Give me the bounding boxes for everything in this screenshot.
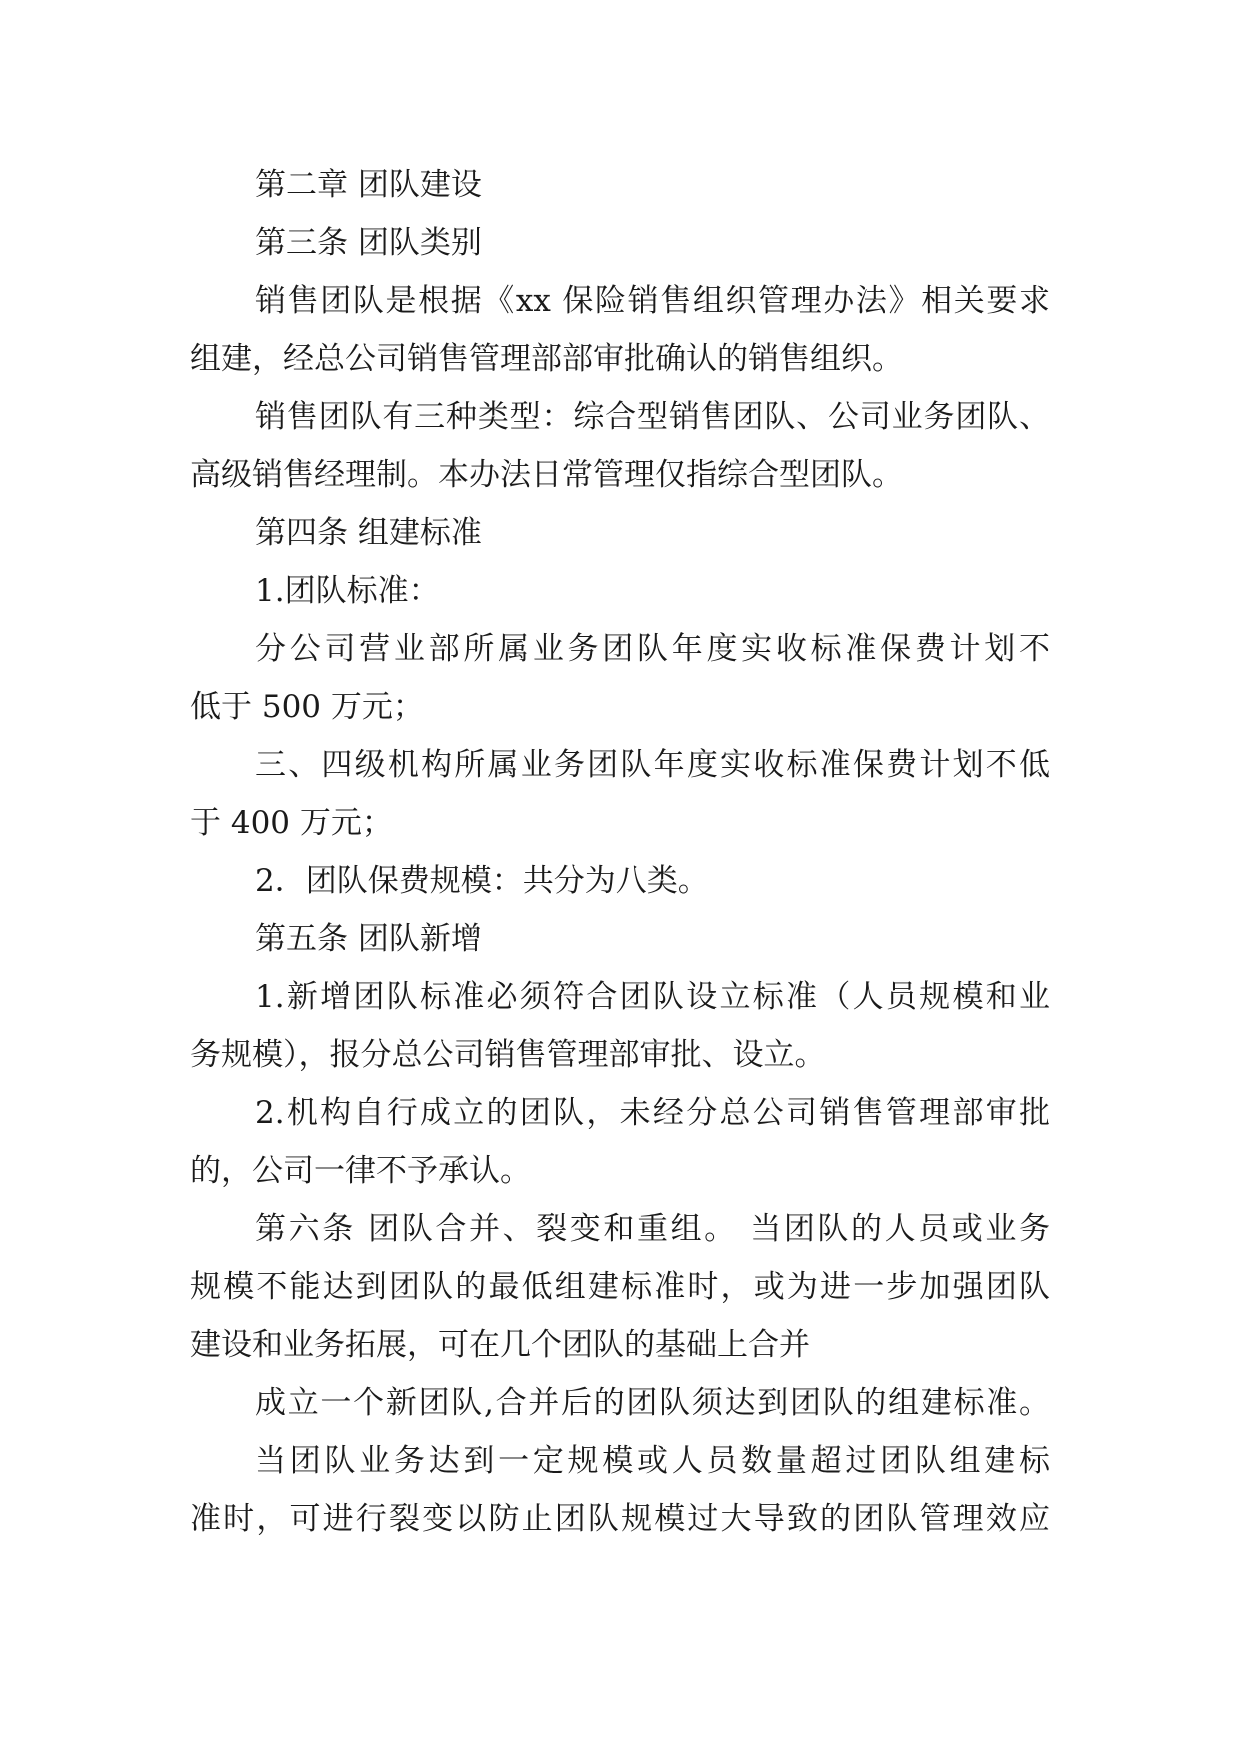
paragraph-line: 三、四级机构所属业务团队年度实收标准保费计划不低 [255,747,1050,783]
list-item: 1.团队标准： [255,573,440,609]
paragraph-line: 销售团队有三种类型：综合型销售团队、公司业务团队、 [255,399,1050,435]
paragraph-line: 建设和业务拓展，可在几个团队的基础上合并 [190,1327,810,1363]
paragraph-line: 分公司营业部所属业务团队年度实收标准保费计划不 [255,631,1050,667]
article-heading: 第三条 团队类别 [255,225,482,261]
paragraph-line: 的，公司一律不予承认。 [190,1153,531,1189]
paragraph-line: 务规模），报分总公司销售管理部审批、设立。 [190,1037,826,1073]
paragraph-line: 准时，可进行裂变以防止团队规模过大导致的团队管理效应 [190,1501,1050,1537]
list-item: 2．团队保费规模：共分为八类。 [255,863,709,899]
paragraph-line: 组建，经总公司销售管理部部审批确认的销售组织。 [190,341,903,377]
chapter-heading: 第二章 团队建设 [255,167,482,203]
paragraph-line: 高级销售经理制。本办法日常管理仅指综合型团队。 [190,457,903,493]
paragraph-line: 低于 500 万元； [190,689,424,725]
list-item: 2.机构自行成立的团队，未经分总公司销售管理部审批 [255,1095,1050,1131]
paragraph-line: 于 400 万元； [190,805,393,841]
paragraph-line: 成立一个新团队,合并后的团队须达到团队的组建标准。 [255,1385,1050,1421]
paragraph-line: 销售团队是根据《xx 保险销售组织管理办法》相关要求 [255,283,1050,319]
list-item: 1.新增团队标准必须符合团队设立标准（人员规模和业 [255,979,1050,1015]
paragraph-line: 当团队业务达到一定规模或人员数量超过团队组建标 [255,1443,1050,1479]
article-heading: 第六条 团队合并、裂变和重组。 当团队的人员或业务 [255,1211,1050,1247]
article-heading: 第五条 团队新增 [255,921,482,957]
article-heading: 第四条 组建标准 [255,515,482,551]
paragraph-line: 规模不能达到团队的最低组建标准时，或为进一步加强团队 [190,1269,1050,1305]
